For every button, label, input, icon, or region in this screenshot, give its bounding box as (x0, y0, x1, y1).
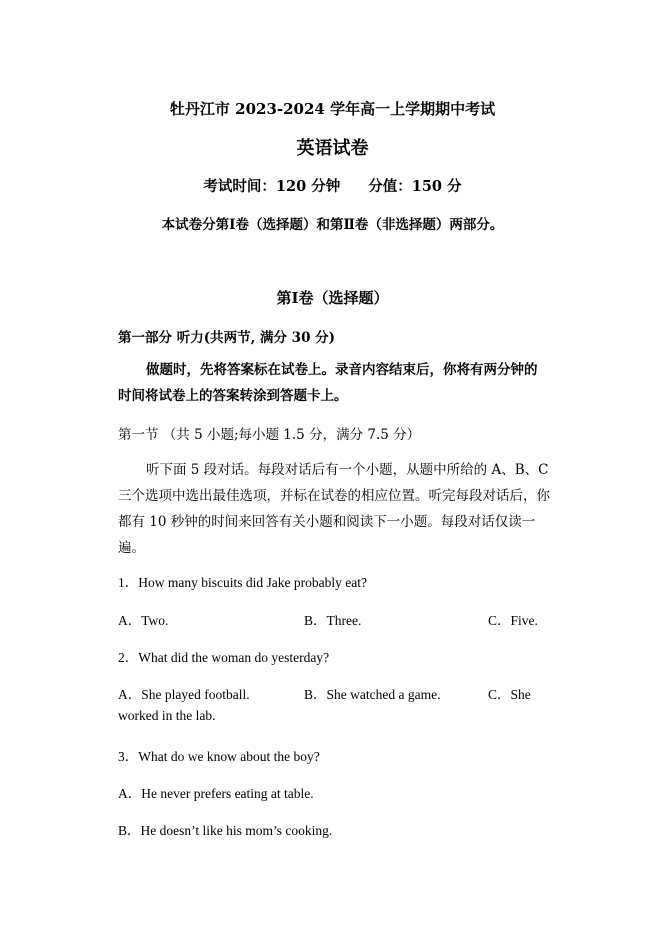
question-1-option-b: B．Three. (304, 613, 362, 628)
question-2-option-b: B．She watched a game. (304, 687, 441, 702)
question-2-option-c-cont: worked in the lab. (118, 708, 216, 723)
question-2-option-a: A．She played football. (118, 687, 250, 702)
exam-subtitle: 英语试卷 (296, 138, 369, 159)
question-2-stem: 2．What did the woman do yesterday? (118, 650, 330, 665)
part-instruction: 做题时，先将答案标在试卷上。录音内容结束后，你将有两分钟的时间将试卷上的答案转涂到答题卡上。 (118, 362, 538, 404)
exam-title: 牡丹江市 2023-2024 学年高一上学期期中考试 (169, 100, 496, 118)
section-instruction: 听下面 5 段对话。每段对话后有一个小题，从题中所给的 A、B、C 三个选项中选出最佳选项，并标在试卷的相应位置。听完每段对话后，你都有 10 秒钟的时间来回答有关小题和阅读下一小题。每段对话仅读一遍。 (118, 462, 550, 556)
question-1-option-c: C．Five. (488, 613, 538, 628)
question-3-stem: 3．What do we know about the boy? (118, 749, 320, 764)
exam-time: 考试时间：120 分钟 (203, 178, 341, 195)
question-1-option-a: A．Two. (118, 613, 169, 628)
part-title: 第一部分 听力(共两节, 满分 30 分) (118, 330, 336, 346)
question-2-option-c: C．She (488, 687, 531, 702)
question-3-option-a: A．He never prefers eating at table. (118, 786, 314, 801)
exam-meta (0, 175, 665, 196)
exam-score: 分值：150 分 (368, 178, 462, 195)
question-3-option-b: B．He doesn’t like his mom’s cooking. (118, 823, 333, 838)
question-1-stem: 1．How many biscuits did Jake probably eat? (118, 575, 367, 590)
exam-notice: 本试卷分第Ⅰ卷（选择题）和第Ⅱ卷（非选择题）两部分。 (161, 217, 504, 233)
section-title: 第一节 （共 5 小题;每小题 1.5 分，满分 7.5 分） (118, 427, 421, 443)
volume-title: 第Ⅰ卷（选择题） (276, 289, 389, 307)
